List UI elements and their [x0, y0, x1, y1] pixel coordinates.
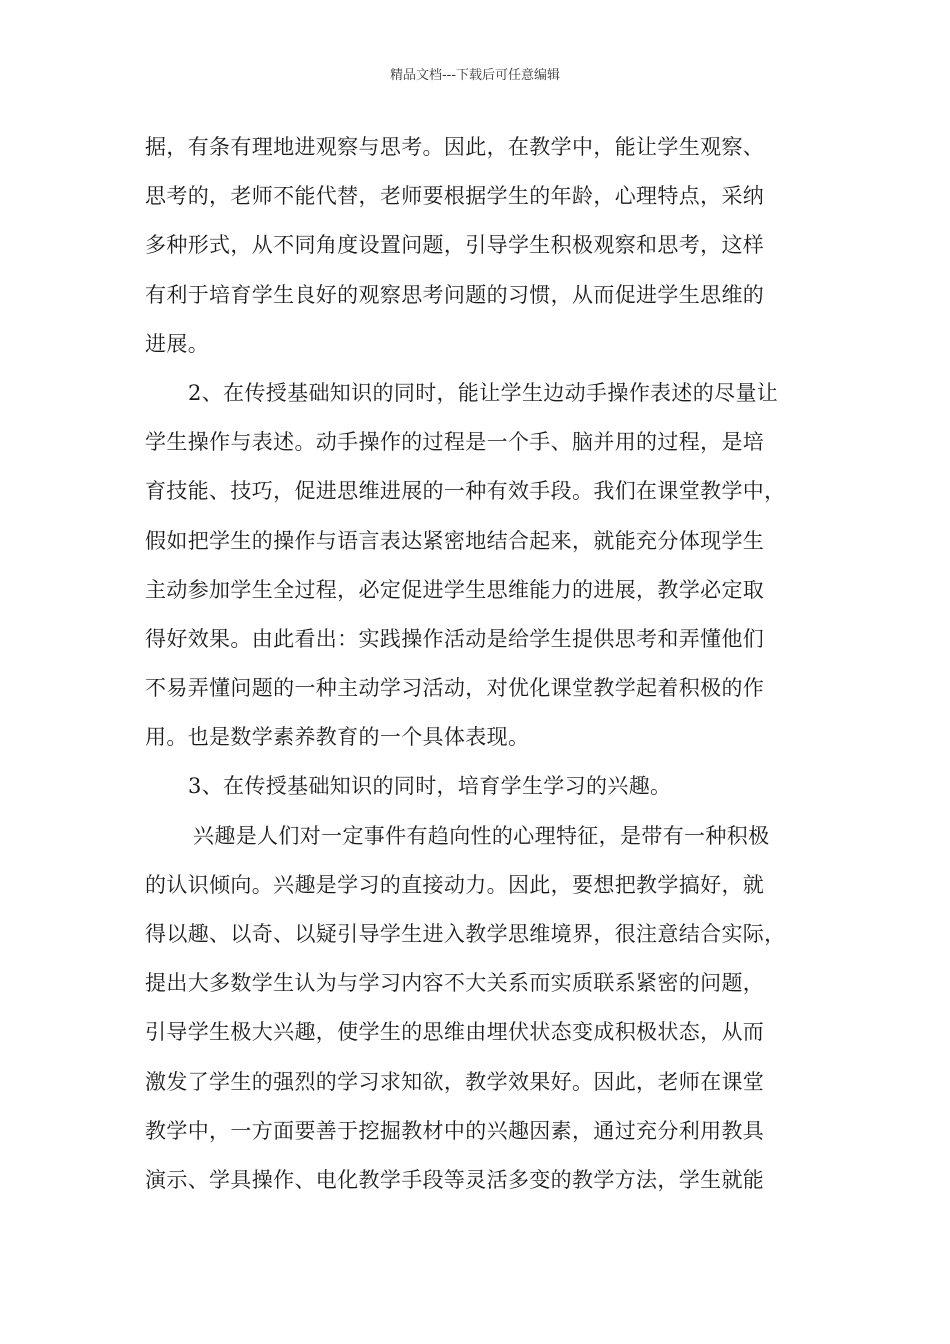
text-line: 思考的，老师不能代替，老师要根据学生的年龄，心理特点，采纳 — [145, 184, 765, 209]
text-line: 多种形式，从不同角度设置问题，引导学生积极观察和思考，这样 — [145, 233, 765, 258]
text-line: 激发了学生的强烈的学习求知欲，教学效果好。因此，老师在课堂 — [145, 1069, 765, 1094]
body-text — [145, 130, 825, 1212]
text-line: 育技能、技巧，促进思维进展的一种有效手段。我们在课堂教学中， — [145, 479, 786, 504]
text-line: 引导学生极大兴趣，使学生的思维由埋伏状态变成积极状态，从而 — [145, 1020, 765, 1045]
text-line: 主动参加学生全过程，必定促进学生思维能力的进展，教学必定取 — [145, 577, 765, 602]
text-line: 不易弄懂问题的一种主动学习活动，对优化课堂教学起着积极的作 — [145, 676, 765, 701]
text-line: 据，有条有理地进观察与思考。因此，在教学中，能让学生观察、 — [145, 135, 765, 159]
text-line: 学生操作与表述。动手操作的过程是一个手、脑并用的过程，是培 — [145, 430, 765, 455]
paragraph-2-start: 2、在传授基础知识的同时，能让学生边动手操作表述的尽量让 — [188, 380, 779, 405]
text-line: 进展。 — [145, 331, 210, 356]
text-line: 得以趣、以奇、以疑引导学生进入教学思维境界，很注意结合实际， — [145, 922, 786, 946]
text-line: 的认识倾向。兴趣是学习的直接动力。因此，要想把教学搞好，就 — [145, 872, 765, 897]
text-line: 用。也是数学素养教育的一个具体表现。 — [145, 725, 530, 750]
text-line: 教学中，一方面要善于挖掘教材中的兴趣因素，通过充分利用教具 — [145, 1118, 765, 1143]
text-line: 演示、学具操作、电化教学手段等灵活多变的教学方法，学生就能 — [145, 1167, 765, 1192]
text-line: 有利于培育学生良好的观察思考问题的习惯，从而促进学生思维的 — [145, 282, 765, 307]
text-line: 提出大多数学生认为与学习内容不大关系而实质联系紧密的问题， — [145, 971, 765, 996]
page-header: 精品文档---下载后可任意编辑 — [389, 68, 561, 83]
paragraph-4-start: 兴趣是人们对一定事件有趋向性的心理特征，是带有一种积极 — [193, 823, 770, 848]
text-line: 假如把学生的操作与语言表达紧密地结合起来，就能充分体现学生 — [145, 528, 765, 553]
paragraph-3-heading: 3、在传授基础知识的同时，培育学生学习的兴趣。 — [188, 774, 672, 799]
text-line: 得好效果。由此看出：实践操作活动是给学生提供思考和弄懂他们 — [145, 626, 765, 651]
